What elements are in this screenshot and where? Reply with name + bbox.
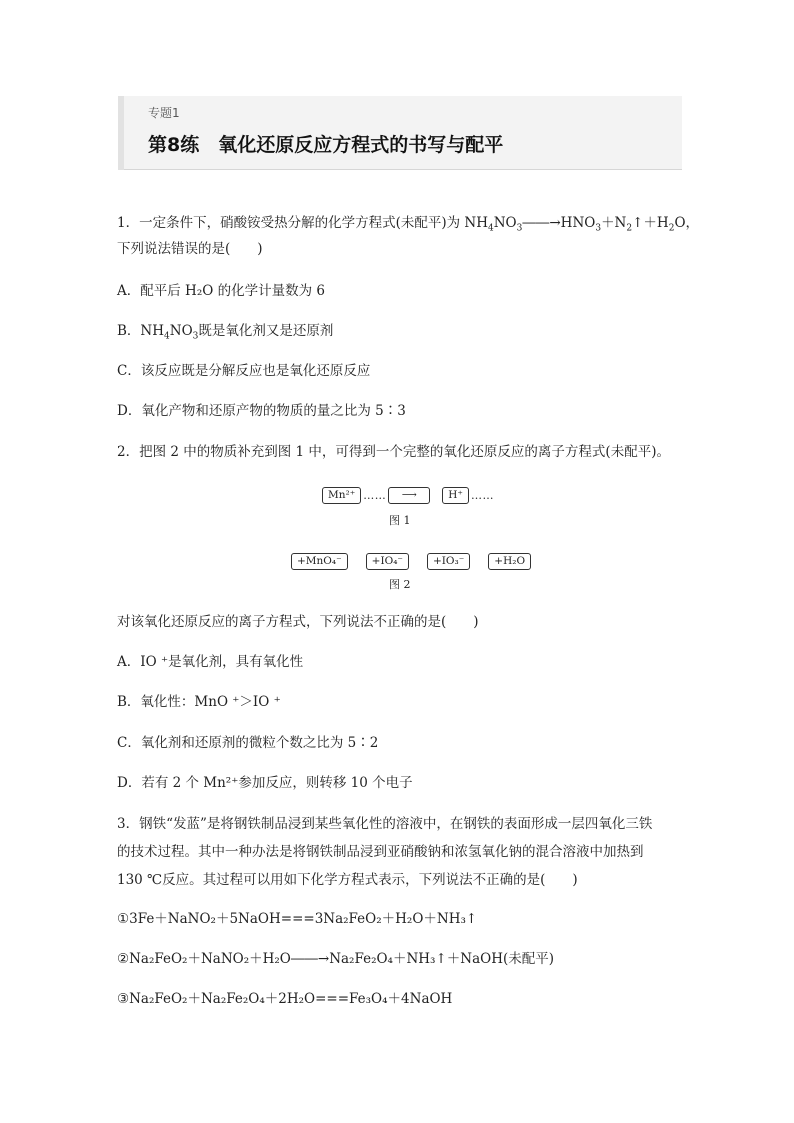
q1-option-b-part: 既是氧化剂又是还原剂: [198, 323, 334, 339]
q3-equation-3: ③Na₂FeO₂＋Na₂Fe₂O₄＋2H₂O===Fe₃O₄＋4NaOH: [117, 991, 453, 1007]
q2-option-a: A．IO ⁺是氧化剂，具有氧化性: [117, 654, 304, 670]
fig2-caption: 图 2: [389, 578, 411, 591]
q3-stem-line1: 3．钢铁“发蓝”是将钢铁制品浸到某些氧化性的溶液中，在钢铁的表面形成一层四氧化三铁: [117, 816, 653, 832]
fig1-dots: ……: [363, 489, 387, 502]
fig1-dots-end: ……: [470, 489, 494, 502]
fig2-io3-box: +IO₃⁻: [427, 553, 470, 570]
subscript: 3: [516, 223, 523, 234]
q1-stem-part: 1．一定条件下，硝酸铵受热分解的化学方程式(未配平)为 NH: [117, 215, 488, 231]
subscript: 4: [488, 223, 494, 234]
q1-option-c: C．该反应既是分解反应也是氧化还原反应: [117, 363, 371, 379]
q1-stem-part: O，: [674, 215, 700, 231]
subscript: 2: [626, 223, 633, 234]
q3-equation-2: ②Na₂FeO₂＋NaNO₂＋H₂O――→Na₂Fe₂O₄＋NH₃↑＋NaOH(未配平): [117, 951, 555, 967]
q3-stem-line3: 130 ℃反应。其过程可以用如下化学方程式表示，下列说法不正确的是( ): [117, 872, 578, 888]
section-subtitle: 专题1: [148, 106, 180, 120]
q1-stem-arrow: ――→: [522, 215, 561, 231]
q1-stem-part: HNO: [560, 215, 596, 231]
page-title: 第8练 氧化还原反应方程式的书写与配平: [148, 134, 504, 156]
q1-stem-part: NO: [493, 215, 517, 231]
q2-option-b: B．氧化性：MnO ⁺＞IO ⁺: [117, 694, 281, 710]
q2-question: 对该氧化还原反应的离子方程式，下列说法不正确的是( ): [117, 614, 479, 630]
fig2-mno4-box: +MnO₄⁻: [291, 553, 348, 570]
q1-option-b: [117, 320, 333, 342]
section-header: [118, 96, 682, 170]
fig1-h-box: H⁺: [442, 487, 469, 504]
q1-option-d: D．氧化产物和还原产物的物质的量之比为 5∶3: [117, 403, 406, 419]
q3-stem-line2: 的技术过程。其中一种办法是将钢铁制品浸到亚硝酸钠和浓氢氧化钠的混合溶液中加热到: [117, 844, 644, 860]
subscript: 2: [668, 223, 675, 234]
figure-2: [291, 553, 531, 570]
q1-option-b-part: NO: [169, 323, 193, 339]
q1-stem-part: ＋N: [601, 215, 627, 231]
q2-option-d: D．若有 2 个 Mn²⁺参加反应，则转移 10 个电子: [117, 775, 413, 791]
fig1-caption: 图 1: [389, 514, 411, 527]
fig2-io4-box: +IO₄⁻: [366, 553, 409, 570]
q1-option-a: A．配平后 H₂O 的化学计量数为 6: [117, 283, 325, 299]
q1-stem-line1: [117, 212, 699, 234]
q1-stem-part: ↑＋H: [632, 215, 669, 231]
fig1-mn-box: Mn²⁺: [322, 487, 361, 504]
fig1-arrow-box: ⟶: [388, 487, 430, 504]
q1-stem-line2: 下列说法错误的是( ): [117, 241, 263, 257]
header-divider: [124, 169, 682, 170]
fig2-h2o-box: +H₂O: [488, 553, 531, 570]
subscript: 4: [164, 331, 170, 342]
q2-stem: 2．把图 2 中的物质补充到图 1 中，可得到一个完整的氧化还原反应的离子方程式(未配平)。: [117, 444, 670, 460]
subscript: 3: [192, 331, 199, 342]
subscript: 3: [595, 223, 602, 234]
figure-1: [322, 487, 496, 504]
q1-option-b-part: B．NH: [117, 323, 165, 339]
q2-option-c: C．氧化剂和还原剂的微粒个数之比为 5∶2: [117, 735, 379, 751]
q3-equation-1: ①3Fe＋NaNO₂＋5NaOH===3Na₂FeO₂＋H₂O＋NH₃↑: [117, 911, 478, 927]
